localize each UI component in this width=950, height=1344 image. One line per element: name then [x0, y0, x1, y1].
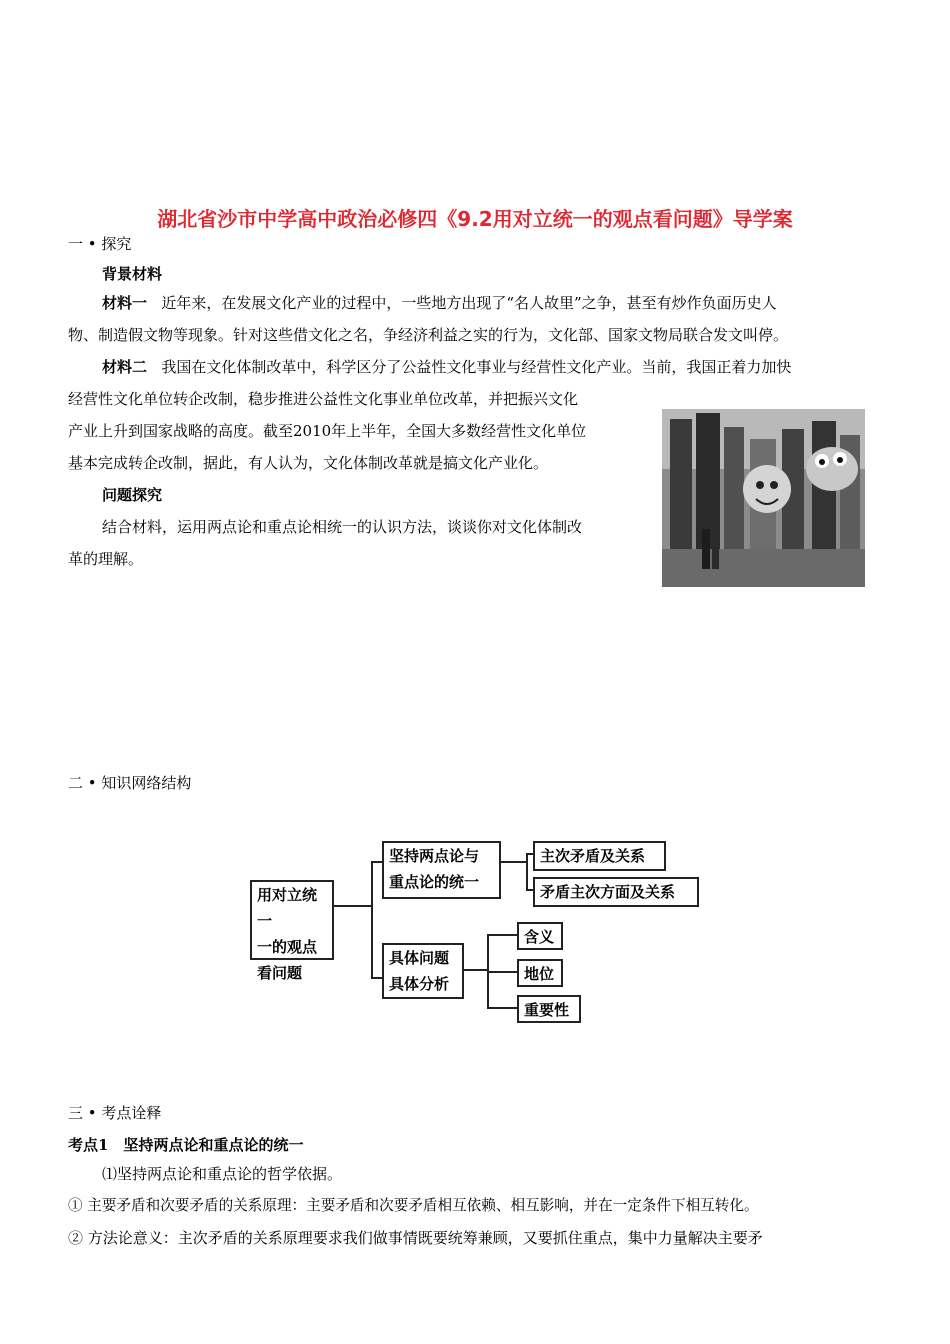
exam-item-3: ② 方法论意义：主次矛盾的关系原理要求我们做事情既要统筹兼顾，又要抓住重点，集中力量解决主要矛 — [68, 1229, 763, 1247]
exam-item-1: ⑴坚持两点论和重点论的哲学依据。 — [102, 1165, 343, 1183]
knowledge-network-diagram — [245, 833, 715, 1028]
diagram-b2-child-3 — [517, 995, 581, 1023]
root-line-3: 看问题 — [257, 964, 303, 982]
connector-trunk — [371, 861, 373, 979]
connector-b2-c3 — [487, 1007, 517, 1009]
material-1-text: 近年来，在发展文化产业的过程中，一些地方出现了“名人故里”之争，甚至有炒作负面历史人 — [161, 294, 777, 312]
diagram-b1-child-1 — [533, 841, 666, 871]
material-1-line-1 — [102, 287, 777, 319]
diagram-b2-child-2 — [517, 959, 563, 987]
root-line-1: 用对立统一 — [257, 886, 318, 930]
branch2-line-1: 具体问题 — [389, 949, 450, 967]
b2-child-1-label: 含义 — [524, 928, 555, 946]
connector-b2-c2 — [487, 971, 517, 973]
diagram-branch2-box — [382, 943, 464, 999]
diagram-root-box — [250, 880, 334, 982]
material-2-line-1 — [102, 351, 791, 383]
root-line-2: 一的观点 — [257, 938, 318, 956]
material-2-line-4: 基本完成转企改制，据此，有人认为，文化体制改革就是搞文化产业化。 — [68, 454, 549, 472]
material-1-line-2: 物、制造假文物等现象。针对这些借文化之名，争经济利益之实的行为，文化部、国家文物局联合发文叫停。 — [68, 326, 789, 344]
exam-item-2: ① 主要矛盾和次要矛盾的关系原理：主要矛盾和次要矛盾相互依赖、相互影响，并在一定条件下相互转化。 — [68, 1197, 759, 1214]
connector-root — [333, 905, 373, 907]
b1-child-1-label: 主次矛盾及关系 — [540, 847, 646, 865]
section-heading-explore: 一 • 探究 — [68, 235, 132, 253]
material-2-line-2: 经营性文化单位转企改制，稳步推进公益性文化事业单位改革，并把振兴文化 — [68, 390, 579, 408]
branch1-line-2: 重点论的统一 — [389, 873, 480, 891]
section-heading-exam-points: 三 • 考点诠释 — [68, 1104, 162, 1122]
question-label: 问题探究 — [102, 486, 163, 504]
material-2-line-3: 产业上升到国家战略的高度。截至2010年上半年，全国大多数经营性文化单位 — [68, 422, 587, 440]
diagram-branch1-box — [382, 841, 501, 899]
branch2-line-2: 具体分析 — [389, 975, 450, 993]
page-title: 湖北省沙市中学高中政治必修四《9.2用对立统一的观点看问题》导学案 — [157, 207, 793, 231]
material-1-label: 材料一 — [102, 294, 148, 312]
exam-point-1-label: 考点1 坚持两点论和重点论的统一 — [68, 1136, 304, 1154]
question-line-1: 结合材料，运用两点论和重点论相统一的认识方法，谈谈你对文化体制改 — [102, 518, 583, 536]
connector-b1-out — [500, 861, 528, 863]
b2-child-2-label: 地位 — [524, 965, 555, 983]
question-line-2: 革的理解。 — [68, 550, 144, 568]
background-material-label: 背景材料 — [102, 265, 163, 283]
section-heading-knowledge-network: 二 • 知识网络结构 — [68, 774, 192, 792]
diagram-b2-child-1 — [517, 922, 563, 950]
branch1-line-1: 坚持两点论与 — [389, 847, 480, 865]
material-2-label: 材料二 — [102, 358, 148, 376]
connector-b2-c1 — [487, 934, 517, 936]
connector-b2-out — [463, 969, 489, 971]
diagram-b1-child-2 — [533, 877, 699, 907]
connector-b1-trunk — [526, 853, 528, 891]
material-2-text: 我国在文化体制改革中，科学区分了公益性文化事业与经营性文化产业。当前，我国正着力加快 — [161, 358, 792, 376]
cultural-street-photo — [662, 409, 865, 587]
b1-child-2-label: 矛盾主次方面及关系 — [540, 883, 676, 901]
b2-child-3-label: 重要性 — [524, 1001, 570, 1019]
